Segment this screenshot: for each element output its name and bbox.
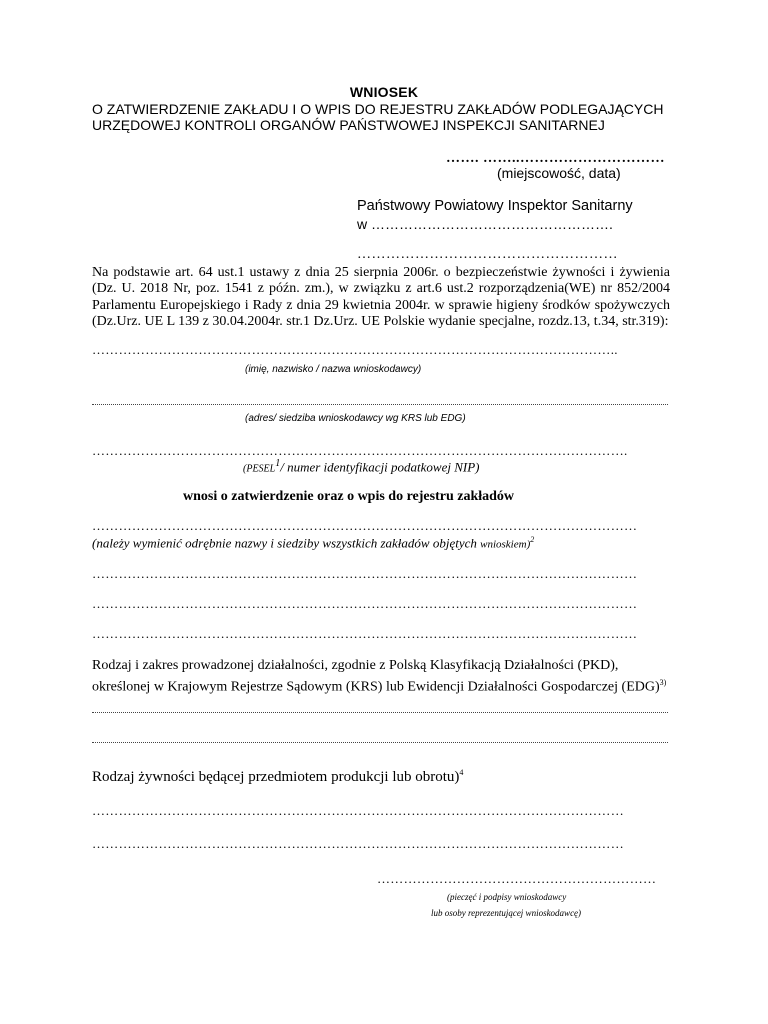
inspector-location-field[interactable]: w …………………………………………….: [357, 216, 613, 232]
facility-caption: [92, 535, 534, 551]
pesel-label: (PESEL: [243, 463, 276, 475]
signature-caption-1: (pieczęć i podpisy wnioskodawcy: [447, 892, 567, 902]
place-date-field[interactable]: ……. ……..…………………………: [446, 151, 665, 166]
facility-field-3[interactable]: ……………………………………………………………………………………………………………: [92, 596, 638, 611]
nip-label: / numer identyfikacji podatkowej NIP): [280, 459, 480, 475]
applicant-pesel-nip-field[interactable]: ………………………………………………………………………………………………………….: [92, 443, 628, 458]
food-type-text: Rodzaj żywności będącej przedmiotem produkcji lub obrotu): [92, 769, 460, 785]
applicant-pesel-nip-caption: [243, 458, 480, 475]
food-footnote-ref: 4: [459, 768, 464, 777]
facility-field-1[interactable]: ……………………………………………………………………………………………………………: [92, 518, 638, 533]
applicant-address-caption: (adres/ siedziba wnioskodawcy wg KRS lub EDG): [245, 413, 466, 424]
place-date-caption: (miejscowość, data): [497, 165, 621, 181]
applicant-name-caption: (imię, nazwisko / nazwa wnioskodawcy): [245, 364, 422, 375]
request-statement: wnosi o zatwierdzenie oraz o wpis do rejestru zakładów: [183, 489, 515, 504]
legal-basis-paragraph: Na podstawie art. 64 ust.1 ustawy z dnia 25 sierpnia 2006r. o bezpieczeństwie żywności i żywienia (Dz. U. 2018 Nr, poz. 1541 z późn. zm.), w związku z art.6 ust.2 rozporządzenia(WE) nr 852/2004 Parlamentu Europejskiego i Rady z dnia 29 kwietnia 2004r. w sprawie higieny środków spożywczych (Dz.Urz. UE L 139 z 30.04.2004r. str.1 Dz.Urz. UE Polskie wydanie specjalne, rozdz.13, t.34, str.319):: [92, 265, 670, 329]
pkd-footnote-ref: 3): [659, 677, 667, 687]
food-type-field-1[interactable]: …………………………………………………………………………………………………………: [92, 803, 624, 818]
activity-field-1[interactable]: [92, 712, 668, 714]
inspector-name: Państwowy Powiatowy Inspektor Sanitarny: [357, 198, 633, 214]
signature-field[interactable]: ………………………………………………………: [377, 871, 657, 886]
food-type-label: [92, 768, 463, 786]
activity-field-2[interactable]: [92, 742, 668, 744]
food-type-field-2[interactable]: …………………………………………………………………………………………………………: [92, 836, 624, 851]
form-title: WNIOSEK: [349, 84, 419, 100]
facility-field-4[interactable]: ……………………………………………………………………………………………………………: [92, 626, 638, 641]
applicant-address-field[interactable]: [92, 404, 668, 406]
pkd-paragraph: [92, 658, 672, 696]
pesel-footnote-ref: 1: [275, 458, 281, 469]
inspector-extra-field[interactable]: ………………………………………………: [357, 247, 618, 262]
facility-caption-tail: wnioskiem): [480, 538, 531, 551]
pkd-text: Rodzaj i zakres prowadzonej działalności, zgodnie z Polską Klasyfikacją Działalności (PKD), określonej w Krajowym Rejestrze Sądowym (KRS) lub Ewidencji Działalności Gospodarczej (EDG): [92, 658, 660, 695]
signature-caption-2: lub osoby reprezentującej wnioskodawcę): [431, 908, 582, 918]
subtitle-line-2: URZĘDOWEJ KONTROLI ORGANÓW PAŃSTWOWEJ INSPEKCJI SANITARNEJ: [92, 117, 605, 133]
facility-footnote-ref: 2: [530, 535, 535, 544]
facility-field-2[interactable]: ……………………………………………………………………………………………………………: [92, 566, 638, 581]
subtitle-line-1: O ZATWIERDZENIE ZAKŁADU I O WPIS DO REJESTRU ZAKŁADÓW PODLEGAJĄCYCH: [92, 101, 664, 117]
applicant-name-field[interactable]: ………………………………………………………………………………………………………..: [92, 342, 618, 357]
facility-caption-text: (należy wymienić odrębnie nazwy i siedziby wszystkich zakładów objętych: [92, 535, 477, 551]
form-subtitle: [92, 101, 663, 133]
